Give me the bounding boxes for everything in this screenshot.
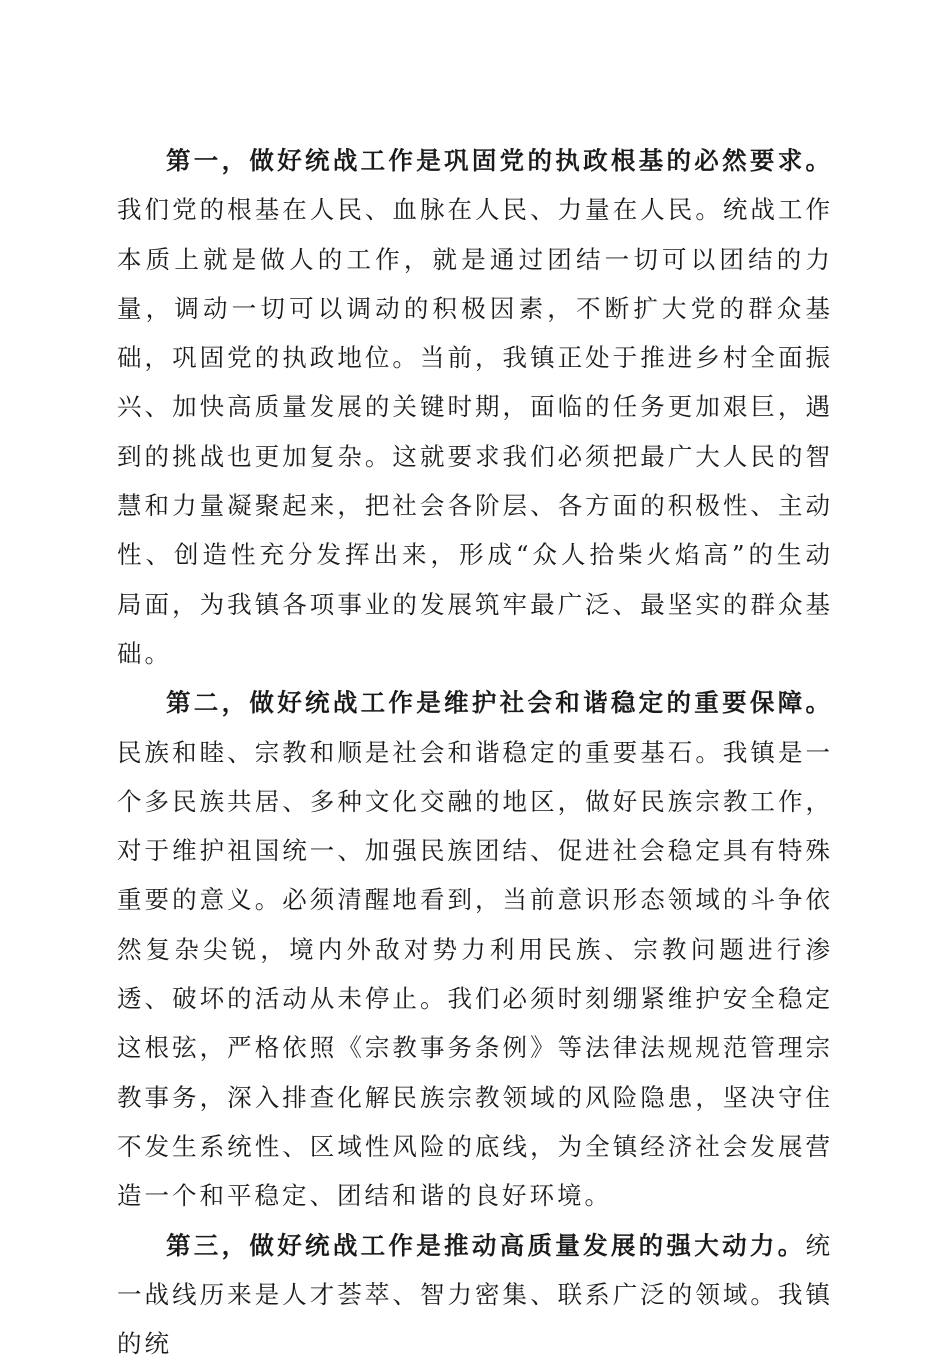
paragraph-3: [117, 1221, 833, 1368]
paragraph-3-body: 统一战线历来是人才荟萃、智力密集、联系广泛的领域。我镇的统: [117, 1230, 833, 1359]
paragraph-1-lead: 第一，做好统战工作是巩固党的执政根基的必然要求。: [166, 146, 833, 175]
paragraph-1: [117, 136, 833, 678]
paragraph-2: [117, 678, 833, 1220]
paragraph-1-body: 我们党的根基在人民、血脉在人民、力量在人民。统战工作本质上就是做人的工作，就是通过团结一切可以团结的力量，调动一切可以调动的积极因素，不断扩大党的群众基础，巩固党的执政地位。当前，我镇正处于推进乡村全面振兴、加快高质量发展的关键时期，面临的任务更加艰巨，遇到的挑战也更加复杂。这就要求我们必须把最广大人民的智慧和力量凝聚起来，把社会各阶层、各方面的积极性、主动性、创造性充分发挥出来，形成“众人拾柴火焰高”的生动局面，为我镇各项事业的发展筑牢最广泛、最坚实的群众基础。: [117, 195, 833, 668]
paragraph-2-lead: 第二，做好统战工作是维护社会和谐稳定的重要保障。: [166, 688, 833, 718]
paragraph-3-lead: 第三，做好统战工作是推动高质量发展的强大动力。: [166, 1230, 806, 1260]
paragraph-2-body: 民族和睦、宗教和顺是社会和谐稳定的重要基石。我镇是一个多民族共居、多种文化交融的地区，做好民族宗教工作，对于维护祖国统一、加强民族团结、促进社会稳定具有特殊重要的意义。必须清醒地看到，当前意识形态领域的斗争依然复杂尖锐，境内外敌对势力利用民族、宗教问题进行渗透、破坏的活动从未停止。我们必须时刻绷紧维护安全稳定这根弦，严格依照《宗教事务条例》等法律法规规范管理宗教事务，深入排查化解民族宗教领域的风险隐患，坚决守住不发生系统性、区域性风险的底线，为全镇经济社会发展营造一个和平稳定、团结和谐的良好环境。: [117, 737, 833, 1211]
document-body: [117, 136, 833, 1368]
